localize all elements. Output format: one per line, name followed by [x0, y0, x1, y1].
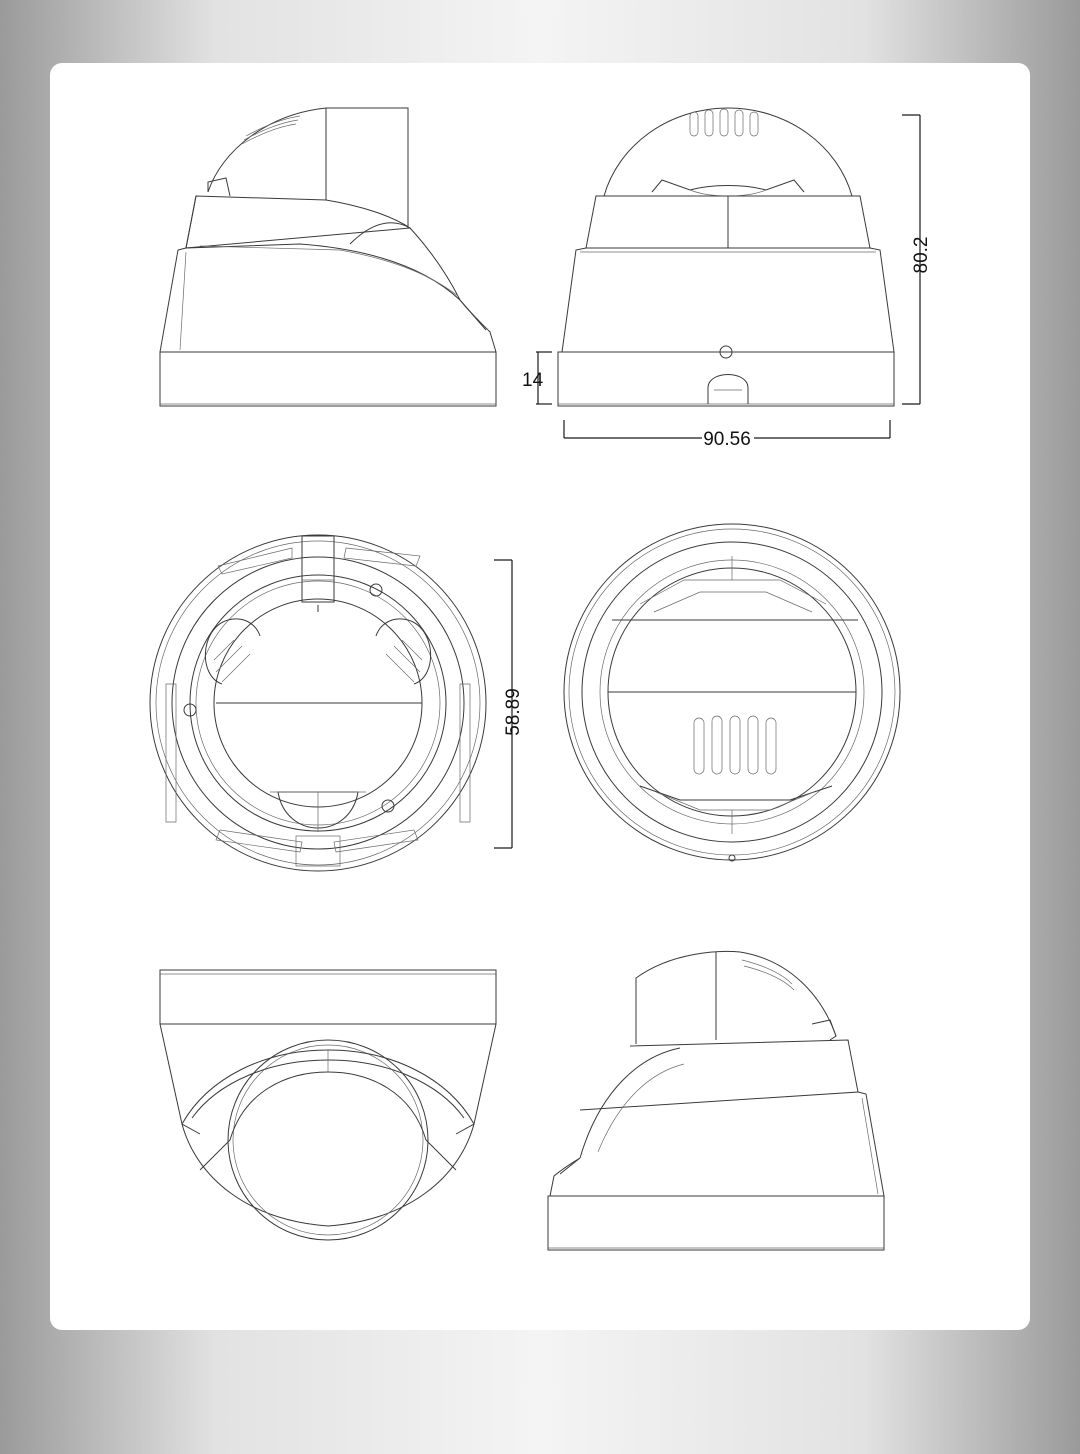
- technical-drawing: [50, 63, 1080, 1454]
- dimension-height: [902, 115, 932, 404]
- dimension-base-band-label: 14: [522, 370, 544, 391]
- dimension-height-label: 80.2: [911, 236, 932, 274]
- dimension-base-band: [522, 352, 552, 404]
- drawing-sheet: [50, 63, 1030, 1330]
- top-view: [564, 524, 900, 861]
- dimension-width-label: 90.56: [703, 429, 751, 450]
- dimension-width: [564, 420, 890, 450]
- rear-view: [160, 970, 496, 1240]
- dimension-diameter: [494, 560, 524, 848]
- dimension-diameter-label: 58.89: [503, 688, 524, 736]
- side-view-left: [160, 108, 496, 406]
- front-view: [558, 108, 894, 406]
- side-view-right: [548, 951, 884, 1250]
- bottom-view: [150, 535, 486, 871]
